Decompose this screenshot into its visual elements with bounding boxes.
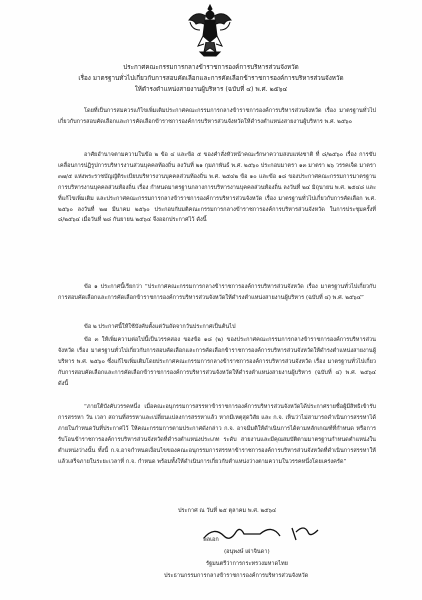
document-subject: เรื่อง มาตรฐานทั่วไปเกี่ยวกับการสอบคัดเลือกและการคัดเลือกข้าราชการองค์การบริหารส่วนจังหวัด (78, 75, 344, 82)
signatory-name: (อนุพงษ์ เผ่าจินดา) (224, 549, 270, 555)
date-line: ประกาศ ณ วันที่ ๒๕ ตุลาคม พ.ศ. ๒๕๖๔ (178, 508, 277, 514)
preamble-paragraph: โดยที่เป็นการสมควรแก้ไขเพิ่มเติมประกาศคณะกรรมการกลางข้าราชการองค์การบริหารส่วนจังหวัด เรื่อง มาตรฐานทั่วไปเกี่ยวกับการสอบคัดเลือกและการคัดเลือกข้าราชการองค์การบริหารส่วนจังหวัดให้ดำรงตำแหน่งสายงานผู้บริหาร พ.ศ. ๒๕๖๐ (58, 108, 376, 125)
handwritten-signature (200, 520, 330, 546)
document-subject-cont: ให้ดำรงตำแหน่งสายงานผู้บริหาร (ฉบับที่ ๔) พ.ศ. ๒๕๖๔ (134, 86, 288, 93)
authority-paragraph: อาศัยอำนาจตามความในข้อ ๒ ข้อ ๔ และข้อ ๕ ของคำสั่งหัวหน้าคณะรักษาความสงบแห่งชาติ ที่ ๘/๒๕๖๐ เรื่อง การขับเคลื่อนการปฏิรูปการบริหารงานส่วนบุคคลท้องถิ่น ลงวันที่ ๒๑ กุมภาพันธ์ พ.ศ. ๒๕๖๐ ประกอบมาตรา ๑๓ มาตรา ๒๖ วรรคเจ็ด มาตรา ๓๗/๕ แห่งพระราชบัญญัติระเบียบบริหารงานบุคคลส่วนท้องถิ่น พ.ศ. ๒๕๔๒ ข้อ ๑๐ และข้อ ๑๘ ของประกาศคณะกรรมการมาตรฐานการบริหารงานบุคคลส่วนท้องถิ่น เรื่อง กำหนดมาตรฐานกลางการบริหารงานบุคคลส่วนท้องถิ่น ลงวันที่ ๒๔ มิถุนายน พ.ศ. ๒๕๔๘ และที่แก้ไขเพิ่มเติม และประกาศคณะกรรมการกลางข้าราชการองค์การบริหารส่วนจังหวัด เรื่อง มาตรฐานทั่วไปเกี่ยวกับการคัดเลือก พ.ศ. ๒๕๖๐ ลงวันที่ ๒๗ มีนาคม ๒๕๖๐ ประกอบกับมติคณะกรรมการกลางข้าราชการองค์การบริหารส่วนจังหวัด ในการประชุมครั้งที่ ๘/๒๕๖๔ เมื่อวันที่ ๒๘ กันยายน ๒๕๖๔ จึงออกประกาศไว้ ดังนี้ (58, 152, 376, 224)
clause-3-added-text: “ภายใต้บังคับวรรคหนึ่ง เมื่อคณะอนุกรรมการสรรหาข้าราชการองค์การบริหารส่วนจังหวัดได้ประกาศรายชื่อผู้มีสิทธิเข้ารับการสรรหา วัน เวลา สถานที่สรรหาและเปลี่ยนแปลงการสรรหาแล้ว หากมีเหตุสุดวิสัย และ ก.จ. เห็นว่าไม่สามารถดำเนินการสรรหาได้ภายในกำหนดวันที่ประกาศไว้ ให้คณะกรรมการตามประกาศดังกล่าว ก.จ. อาจมีมติให้ดำเนินการได้ตามหลักเกณฑ์ที่กำหนด หรือการรับโอนข้าราชการองค์การบริหารส่วนจังหวัดที่ดำรงตำแหน่งประเภท ระดับ สายงานและมีคุณสมบัติตามมาตรฐานกำหนดตำแหน่งในตำแหน่งว่างนั้น ทั้งนี้ ก.จ.อาจกำหนดเงื่อนไขของคณะอนุกรรมการสรรหาข้าราชการองค์การบริหารส่วนจังหวัดที่ดำเนินการสรรหาให้แล้วเสร็จภายในระยะเวลาที่ ก.จ. กำหนด พร้อมทั้งให้ดำเนินการเกี่ยวกับตำแหน่งว่างตามความในวรรคหนึ่งโดยเคร่งครัด” (58, 404, 376, 465)
document-title: ประกาศคณะกรรมการกลางข้าราชการองค์การบริหารส่วนจังหวัด (123, 64, 299, 71)
clause-2: ข้อ ๒ ประกาศนี้ให้ใช้บังคับตั้งแต่วันถัดจากวันประกาศเป็นต้นไป (84, 324, 236, 330)
signatory-rank: พลเอก (203, 537, 219, 543)
garuda-emblem-icon (186, 2, 234, 58)
signatory-role: ประธานกรรมการกลางข้าราชการองค์การบริหารส่วนจังหวัด (164, 573, 309, 579)
clause-3: ข้อ ๓ ให้เพิ่มความต่อไปนี้เป็นวรรคสอง ของข้อ ๑๘ (๒) ของประกาศคณะกรรมการกลางข้าราชการองค์การบริหารส่วนจังหวัด เรื่อง มาตรฐานทั่วไปเกี่ยวกับการสอบคัดเลือกและการคัดเลือกข้าราชการองค์การบริหารส่วนจังหวัดให้ดำรงตำแหน่งสายงานผู้บริหาร พ.ศ. ๒๕๖๐ ซึ่งแก้ไขเพิ่มเติมโดยประกาศคณะกรรมการกลางข้าราชการองค์การบริหารส่วนจังหวัด เรื่อง มาตรฐานทั่วไปเกี่ยวกับการสอบคัดเลือกและการคัดเลือกข้าราชการองค์การบริหารส่วนจังหวัดให้ดำรงตำแหน่งสายงานผู้บริหาร (ฉบับที่ ๔) พ.ศ. ๒๕๖๔ ดังนี้ (58, 337, 376, 387)
clause-1: ข้อ ๑ ประกาศนี้เรียกว่า “ประกาศคณะกรรมการกลางข้าราชการองค์การบริหารส่วนจังหวัด เรื่อง มาตรฐานทั่วไปเกี่ยวกับการสอบคัดเลือกและการคัดเลือกข้าราชการองค์การบริหารส่วนจังหวัดให้ดำรงตำแหน่งสายงานผู้บริหาร (ฉบับที่ ๔) พ.ศ. ๒๕๖๔” (58, 284, 376, 301)
signatory-position: รัฐมนตรีว่าการกระทรวงมหาดไทย (206, 561, 288, 567)
